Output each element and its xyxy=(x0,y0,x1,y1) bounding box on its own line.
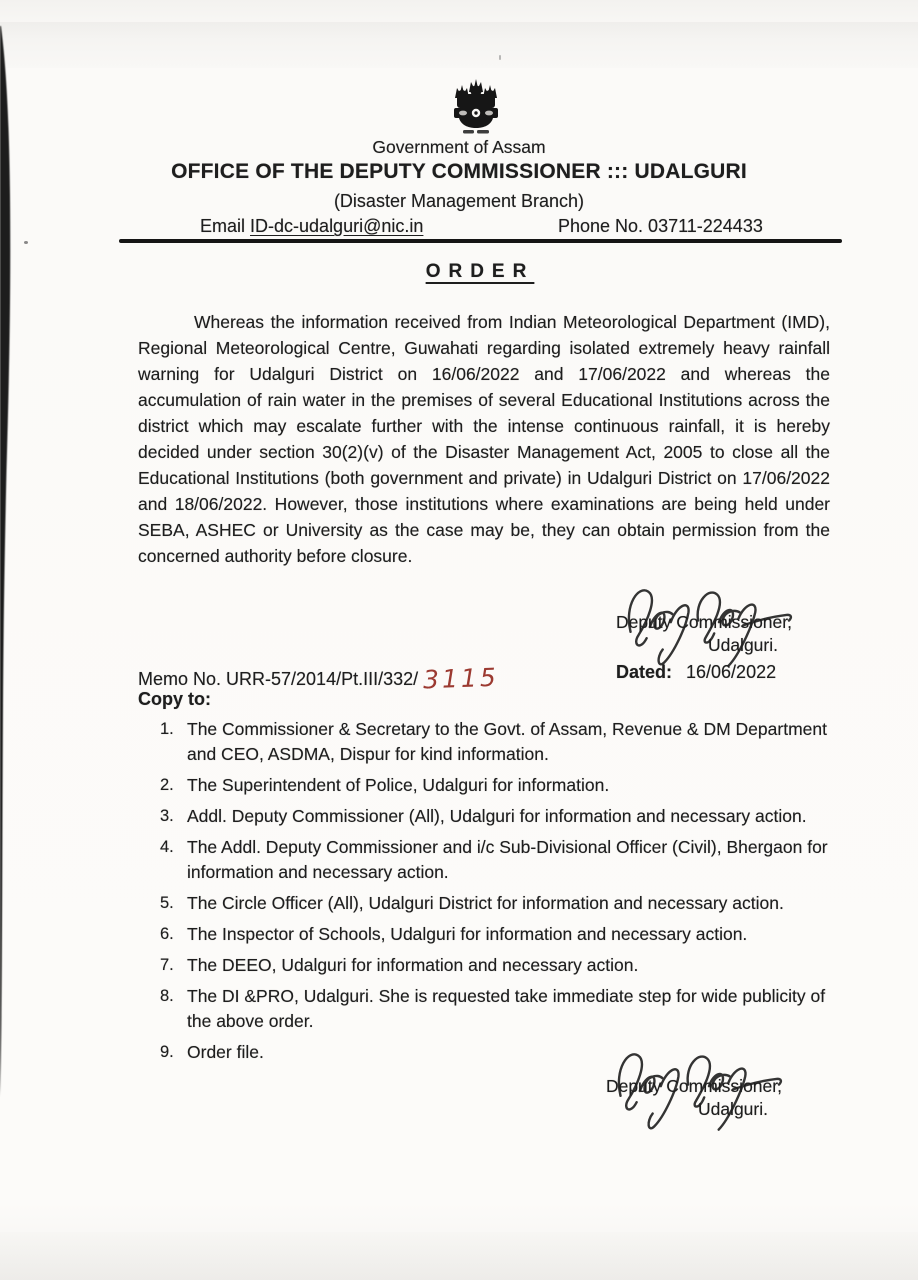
item-text: The DI &PRO, Udalguri. She is requested take immediate step for wide publicity of the above order. xyxy=(187,986,826,1031)
item-number: 2. xyxy=(160,776,174,794)
copy-to-label: Copy to: xyxy=(138,689,211,709)
date-value: 16/06/2022 xyxy=(686,662,777,682)
item-number: 9. xyxy=(160,1043,174,1061)
item-text: The Inspector of Schools, Udalguri for information and necessary action. xyxy=(187,924,748,944)
item-text: The Addl. Deputy Commissioner and i/c Sub-Divisional Officer (Civil), Bhergaon for information and necessary action. xyxy=(187,837,828,882)
item-text: The Circle Officer (All), Udalguri District for information and necessary action. xyxy=(187,893,784,913)
signatory-place: Udalguri. xyxy=(697,1099,768,1119)
order-heading: ORDER xyxy=(425,261,535,282)
list-item xyxy=(160,984,832,1034)
item-number: 5. xyxy=(160,894,174,912)
signatory-title: Deputy Commissioner, xyxy=(605,1076,782,1096)
handwritten-memo-number: 3115 xyxy=(422,662,500,695)
list-item xyxy=(160,953,832,978)
item-number: 4. xyxy=(160,838,174,856)
scan-shading-bottom xyxy=(0,1232,918,1280)
dated-label: Dated: xyxy=(616,662,673,682)
list-item xyxy=(160,835,832,885)
signatory-title: Deputy Commissioner, xyxy=(615,612,792,632)
email-line xyxy=(200,216,423,237)
dated-line xyxy=(616,662,776,683)
office-title: OFFICE OF THE DEPUTY COMMISSIONER ::: UDALGURI xyxy=(171,160,747,183)
phone-number: Phone No. 03711-224433 xyxy=(558,216,763,236)
memo-number-line xyxy=(138,662,500,695)
email-address: ID-dc-udalguri@nic.in xyxy=(250,216,424,236)
scan-speck xyxy=(24,241,28,244)
state-emblem-of-india-icon xyxy=(447,78,505,136)
signatory-place: Udalguri. xyxy=(707,635,778,655)
signature-block-top xyxy=(550,572,800,672)
scan-shading-top xyxy=(0,22,918,68)
memo-number: Memo No. URR-57/2014/Pt.III/332/ xyxy=(138,669,419,689)
list-item xyxy=(160,922,832,947)
email-label: Email xyxy=(200,216,246,236)
item-number: 7. xyxy=(160,956,174,974)
recipient-list xyxy=(160,717,832,1071)
item-text: Order file. xyxy=(187,1042,264,1062)
order-body-paragraph: Whereas the information received from Indian Meteorological Department (IMD), Regional Meteorological Centre, Guwahati regarding isolated extremely heavy rainfall warning for Udalguri District on 16/06/2022 and 17/06/2022 and whereas the accumulation of rain water in the premises of several Educational Institutions across the district which may escalate further with the intense continuous rainfall, it is hereby decided under section 30(2)(v) of the Disaster Management Act, 2005 to close all the Educational Institutions (both government and private) in Udalguri District on 17/06/2022 and 18/06/2022. However, those institutions where examinations are being held under SEBA, ASHEC or University as the case may be, they can obtain permission from the concerned authority before closure. xyxy=(138,312,830,566)
item-text: The Superintendent of Police, Udalguri for information. xyxy=(187,775,610,795)
list-item xyxy=(160,717,832,767)
government-line: Government of Assam xyxy=(372,137,546,157)
item-text: Addl. Deputy Commissioner (All), Udalguri for information and necessary action. xyxy=(187,806,807,826)
signature-block-bottom xyxy=(540,1036,790,1136)
item-number: 3. xyxy=(160,807,174,825)
header-divider xyxy=(119,239,842,243)
branch-subtitle: (Disaster Management Branch) xyxy=(333,191,585,211)
list-item xyxy=(160,804,832,829)
item-number: 8. xyxy=(160,987,174,1005)
item-number: 6. xyxy=(160,925,174,943)
item-text: The DEEO, Udalguri for information and necessary action. xyxy=(187,955,639,975)
list-item xyxy=(160,891,832,916)
item-number: 1. xyxy=(160,720,174,738)
list-item xyxy=(160,773,832,798)
scan-speck xyxy=(499,55,501,60)
item-text: The Commissioner & Secretary to the Govt. of Assam, Revenue & DM Department and CEO, ASDMA, Dispur for kind information. xyxy=(187,719,827,764)
